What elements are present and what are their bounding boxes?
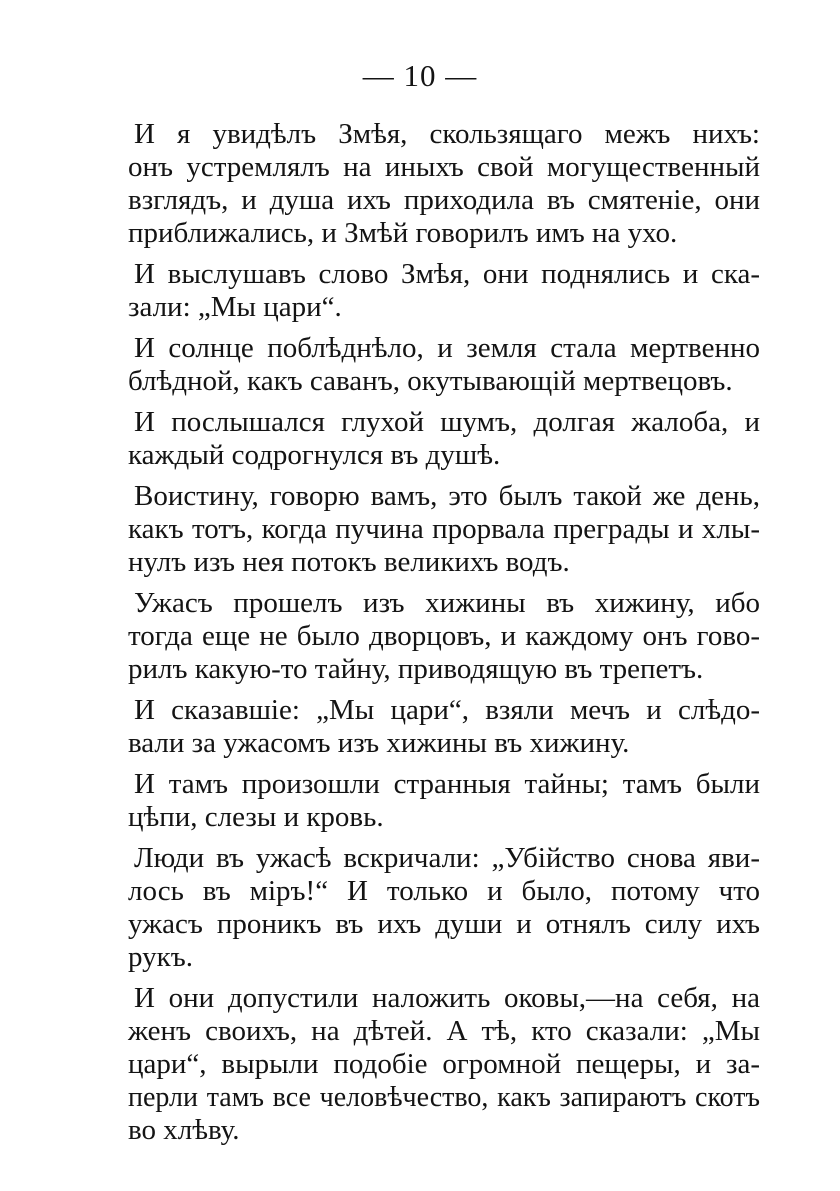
text-line: цѣпи, слезы и кровь. <box>128 801 384 833</box>
text-line: рилъ какую-то тайну, приводящую въ трепетъ. <box>128 653 704 685</box>
text-line: И солнце поблѣднѣло, и земля стала мертвенно <box>134 332 760 364</box>
paragraph <box>128 982 760 1147</box>
text-line: рукъ. <box>128 941 193 973</box>
text-line: И они допустили наложить оковы,—на себя, на <box>134 982 760 1014</box>
text-line: женъ своихъ, на дѣтей. А тѣ, кто сказали: „Мы <box>128 1015 760 1047</box>
text-line: какъ тотъ, когда пучина прорвала преграды и хлы- <box>128 513 760 545</box>
text-line: нулъ изъ нея потокъ великихъ водъ. <box>128 546 570 578</box>
text-line: онъ устремлялъ на иныхъ свой могущественный <box>128 151 760 183</box>
text-line: Ужасъ прошелъ изъ хижины въ хижину, ибо <box>134 587 760 619</box>
text-body <box>128 118 760 1155</box>
paragraph <box>128 118 760 250</box>
text-line: тогда еще не было дворцовъ, и каждому онъ гово- <box>128 620 760 652</box>
paragraph <box>128 332 760 398</box>
text-line: приближались, и Змѣй говорилъ имъ на ухо. <box>128 217 678 249</box>
text-line: ужасъ проникъ въ ихъ души и отнялъ силу ихъ <box>128 908 760 940</box>
paragraph <box>128 587 760 686</box>
text-line: перли тамъ все человѣчество, какъ запираютъ скотъ <box>128 1082 760 1113</box>
text-line: цари“, вырыли подобіе огромной пещеры, и за- <box>128 1048 760 1080</box>
text-line: зали: „Мы цари“. <box>128 291 342 323</box>
text-line: Люди въ ужасѣ вскричали: „Убійство снова яви- <box>134 842 760 874</box>
text-line: вали за ужасомъ изъ хижины въ хижину. <box>128 727 630 759</box>
text-line: И сказавшіе: „Мы цари“, взяли мечъ и слѣдо- <box>134 694 760 726</box>
paragraph <box>128 258 760 324</box>
text-line: И тамъ произошли странныя тайны; тамъ были <box>134 768 760 800</box>
text-line: И выслушавъ слово Змѣя, они поднялись и ска- <box>134 258 760 290</box>
text-line: каждый содрогнулся въ душѣ. <box>128 439 501 471</box>
text-line: Воистину, говорю вамъ, это былъ такой же день, <box>134 480 760 512</box>
text-line: И послышался глухой шумъ, долгая жалоба, и <box>134 406 760 438</box>
paragraph <box>128 694 760 760</box>
page-number: — 10 — <box>362 58 478 93</box>
text-line: взглядъ, и душа ихъ приходила въ смятеніе, они <box>128 184 760 216</box>
text-line: блѣдной, какъ саванъ, окутывающій мертвецовъ. <box>128 365 733 397</box>
text-line: во хлѣву. <box>128 1114 240 1146</box>
text-line: И я увидѣлъ Змѣя, скользящаго межъ нихъ: <box>134 118 760 150</box>
paragraph <box>128 768 760 834</box>
paragraph <box>128 842 760 974</box>
paragraph <box>128 406 760 472</box>
text-line: лось въ міръ!“ И только и было, потому что <box>128 875 760 907</box>
paragraph <box>128 480 760 579</box>
